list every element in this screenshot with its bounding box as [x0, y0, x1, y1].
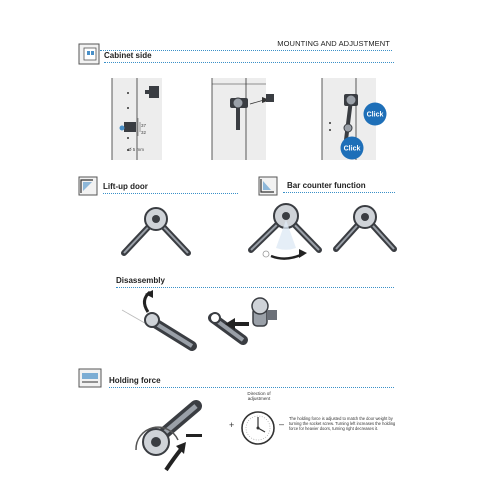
bar-counter-open-illustration [330, 201, 400, 261]
section-title-lift-up-door: Lift-up door [103, 182, 148, 191]
cabinet-section-icon [78, 43, 100, 65]
holding-force-wrench-illustration [126, 400, 216, 480]
lift-up-mechanism-illustration [116, 201, 196, 261]
direction-of-adjustment-label: Direction of adjustment [247, 391, 271, 402]
click-badge-top [363, 102, 387, 126]
adjustment-dial-illustration [230, 408, 286, 448]
dimension-37: 37 [141, 123, 147, 128]
section-divider [116, 287, 394, 288]
section-title-holding-force: Holding force [109, 376, 161, 385]
bar-counter-mechanism-illustration [241, 198, 331, 268]
click-badge-bottom [340, 136, 364, 160]
disassembly-remove-illustration [205, 290, 285, 345]
click-badge-bottom-label: Click [343, 145, 361, 153]
dimension-32: 32 [141, 130, 147, 135]
holding-force-description: The holding force is adjusted to match the door weight by turning the socket screw. Turning left increases the holding force for heavier doors, turning right decreases it. [289, 416, 396, 432]
increase-sign: + [229, 420, 235, 430]
section-title-cabinet-side: Cabinet side [104, 51, 152, 60]
section-divider [109, 387, 394, 388]
decrease-sign: – [279, 419, 285, 429]
holding-force-icon [78, 368, 102, 388]
section-title-bar-counter: Bar counter function [287, 181, 366, 190]
section-divider [283, 192, 395, 193]
section-divider [103, 193, 238, 194]
page-title: MOUNTING AND ADJUSTMENT [277, 39, 390, 48]
disassembly-release-illustration [120, 290, 200, 355]
section-divider [104, 62, 394, 63]
section-title-disassembly: Disassembly [116, 276, 165, 285]
lift-up-door-icon [78, 176, 98, 196]
bar-counter-icon [258, 176, 278, 196]
dimension-hole: Ø 5 mm [128, 147, 145, 152]
cabinet-mounting-illustration [208, 78, 288, 163]
click-badge-top-label: Click [366, 111, 384, 119]
